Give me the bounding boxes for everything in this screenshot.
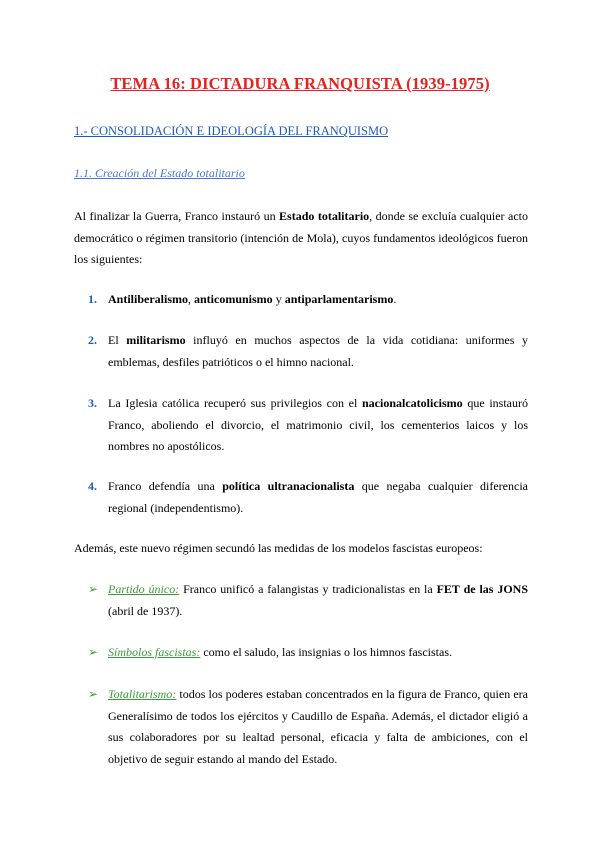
- second-paragraph: Además, este nuevo régimen secundó las medidas de los modelos fascistas europeos:: [74, 541, 483, 555]
- bullet-3-label: Totalitarismo:: [108, 687, 177, 701]
- bullet-1-text-1: (abril de 1937).: [108, 603, 183, 618]
- list-item-4-text-1: que negaba cualquier diferencia regional (independentismo).: [108, 479, 528, 515]
- list-item-1-text-2: y: [272, 292, 285, 306]
- list-item-4: [108, 476, 528, 519]
- list-number-3: 3.: [88, 396, 97, 410]
- list-item-2-text-1: influyó en muchos aspectos de la vida cotidiana: uniformes y emblemas, desfiles patrióticos o el himno nacional.: [108, 333, 528, 369]
- list-item-1-text-3: .: [393, 292, 397, 306]
- bullet-item-3: [108, 684, 528, 770]
- intro-paragraph: [74, 206, 528, 271]
- bullet-item-1: [108, 579, 528, 622]
- bullet-item-2: [108, 642, 528, 664]
- bullet-1-label: Partido único:: [108, 582, 180, 596]
- list-item-2-bold-1: militarismo: [126, 333, 186, 347]
- bullet-3-text-0: todos los poderes estaban concentrados en la figura de Franco, quien era Generalísimo de todos los ejércitos y Caudillo de España. Además, el dictador eligió a sus colaboradores por su lealtad personal, eficacia y falta de ambiciones, con el objetivo de seguir estando al mando del Estado.: [108, 687, 528, 766]
- list-item-3: [108, 393, 528, 458]
- intro-text-a: Al finalizar la Guerra, Franco instauró un: [74, 209, 280, 223]
- list-number-4: 4.: [88, 479, 97, 493]
- arrow-bullet-icon: ➢: [88, 645, 99, 659]
- list-item-3-text-0: La Iglesia católica recuperó sus privilegios con el: [108, 396, 362, 410]
- bullet-1-bold: FET de las JONS: [436, 582, 528, 596]
- list-number-1: 1.: [88, 292, 97, 306]
- page-title: TEMA 16: DICTADURA FRANQUISTA (1939-1975): [110, 74, 490, 93]
- arrow-bullet-icon: ➢: [88, 687, 99, 701]
- bullet-1-text-0: Franco unificó a falangistas y tradicionalistas en la: [179, 582, 437, 596]
- bullet-2-label: Símbolos fascistas:: [108, 645, 201, 659]
- list-item-4-text-0: Franco defendía una: [108, 479, 223, 493]
- intro-text-c: , donde se excluía cualquier acto democrático o régimen transitorio (intención de Mola), cuyos fundamentos ideológicos fueron los siguientes:: [74, 209, 528, 266]
- list-item-3-text-1: que instauró Franco, aboliendo el divorcio, el matrimonio civil, los cementerios laicos y los nombres no apostólicos.: [108, 396, 528, 453]
- list-item-3-bold-1: nacionalcatolicismo: [361, 396, 463, 410]
- list-item-1-bold-1: Antiliberalismo: [108, 292, 188, 306]
- list-item-1: [108, 289, 528, 311]
- list-item-2-text-0: El: [108, 333, 127, 347]
- list-item-1-bold-2: anticomunismo: [194, 292, 273, 306]
- arrow-bullet-icon: ➢: [88, 582, 99, 596]
- list-item-4-bold-1: política ultranacionalista: [222, 479, 355, 493]
- list-item-1-text-1: ,: [188, 292, 194, 306]
- list-number-2: 2.: [88, 333, 97, 347]
- subsection-heading: 1.1. Creación del Estado totalitario: [74, 166, 245, 180]
- intro-bold: Estado totalitario: [279, 209, 370, 223]
- bullet-2-text-0: como el saludo, las insignias o los himnos fascistas.: [200, 645, 452, 659]
- list-item-1-bold-3: antiparlamentarismo: [284, 292, 394, 306]
- list-item-2: [108, 330, 528, 373]
- section-heading: 1.- CONSOLIDACIÓN E IDEOLOGÍA DEL FRANQUISMO: [74, 124, 389, 138]
